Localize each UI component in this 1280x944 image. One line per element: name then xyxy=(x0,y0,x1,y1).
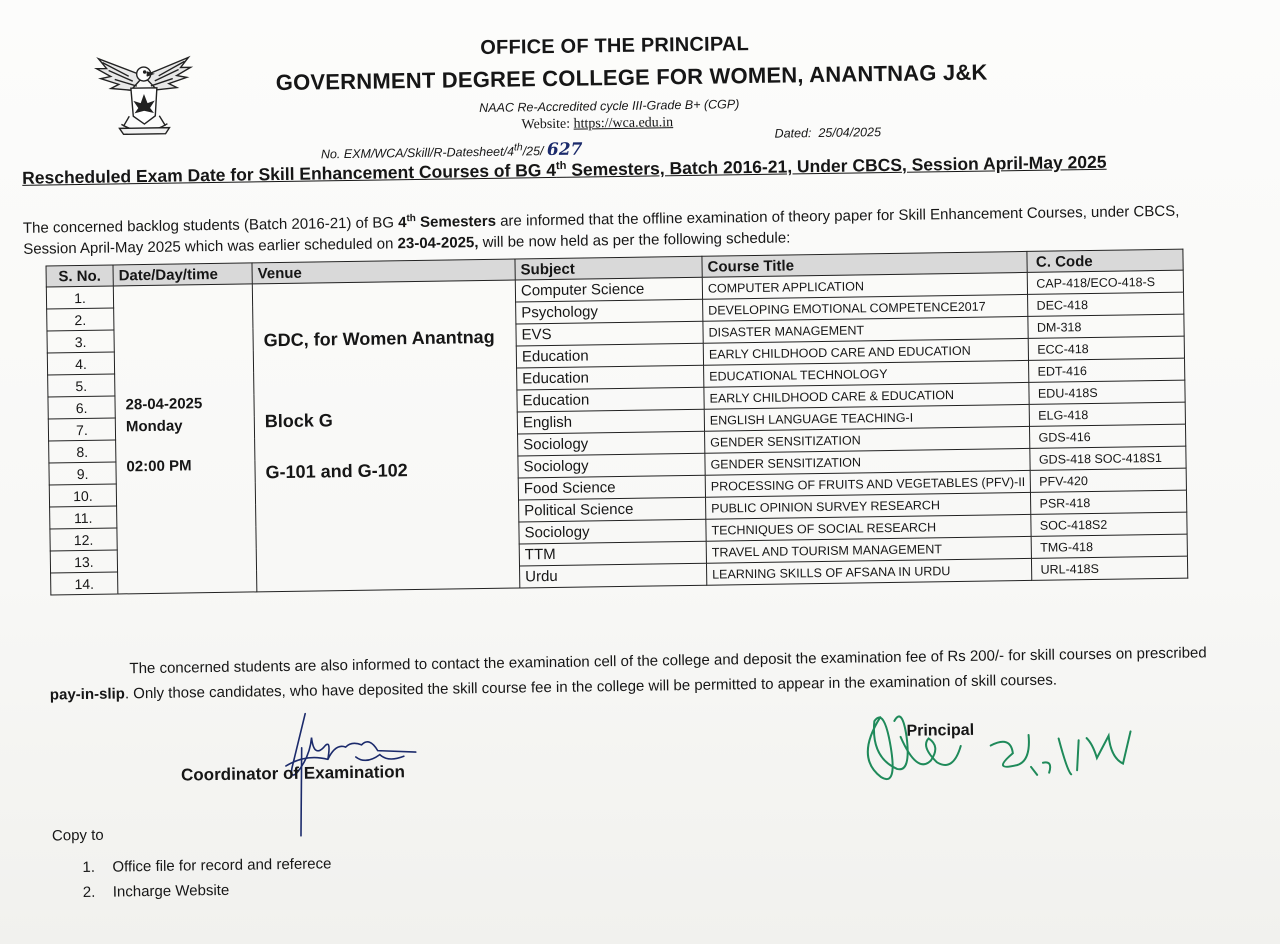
venue-name: GDC, for Women Anantnag xyxy=(263,326,495,351)
row-course-title: TRAVEL AND TOURISM MANAGEMENT xyxy=(706,536,1032,563)
row-course-code: PSR-418 xyxy=(1031,490,1187,514)
date-block xyxy=(125,393,203,478)
row-course-title: ENGLISH LANGUAGE TEACHING-I xyxy=(704,404,1030,431)
venue-rooms: G-101 and G-102 xyxy=(265,460,408,483)
row-course-title: LEARNING SKILLS OF AFSANA IN URDU xyxy=(706,558,1032,585)
row-course-title: DISASTER MANAGEMENT xyxy=(703,316,1029,343)
ref-prefix: No. EXM/WCA/Skill/R-Datesheet/4 xyxy=(320,144,515,162)
para2-part2: . Only those candidates, who have deposited the skill course fee in the college will be permitted to appear in the examination of skill courses. xyxy=(124,671,1058,703)
accreditation-text: NAAC Re-Accredited cycle III-Grade B+ (CGP) xyxy=(479,97,740,116)
ref-handwritten-number: 627 xyxy=(546,139,583,161)
row-sno: 10. xyxy=(49,484,116,507)
row-sno: 7. xyxy=(48,418,115,441)
row-subject: Education xyxy=(517,387,704,412)
row-subject: Sociology xyxy=(518,453,705,478)
intro-old-date: 23-04-2025, xyxy=(397,234,479,253)
row-subject: Education xyxy=(516,343,703,368)
coordinator-title: Coordinator of Examination xyxy=(180,762,406,785)
intro-part1: The concerned backlog students (Batch 2016-21) of BG xyxy=(22,214,399,237)
row-sno: 11. xyxy=(50,506,117,529)
row-sno: 2. xyxy=(47,308,114,331)
exam-schedule-table xyxy=(45,249,1188,596)
row-subject: Education xyxy=(517,365,704,390)
col-course-code: C. Code xyxy=(1027,249,1183,272)
date-cell xyxy=(113,284,257,594)
exam-time: 02:00 PM xyxy=(126,457,192,476)
row-course-code: GDS-416 xyxy=(1030,424,1186,448)
row-course-code: PFV-420 xyxy=(1031,468,1187,492)
letter-sheet xyxy=(10,12,1213,920)
row-sno: 1. xyxy=(46,286,113,309)
website-line xyxy=(521,115,673,133)
college-emblem-icon xyxy=(88,45,199,147)
heading-suffix: Semesters, Batch 2016-21, Under CBCS, Session April-May 2025 xyxy=(566,151,1107,180)
list-item xyxy=(83,876,332,905)
row-subject: Food Science xyxy=(518,475,705,500)
col-course-title: Course Title xyxy=(702,251,1028,277)
row-sno: 12. xyxy=(50,528,117,551)
dated-label: Dated: xyxy=(774,126,812,141)
para2-part1: The concerned students are also informed to contact the examination cell of the college and deposit the examination fee of Rs 200/- for skill courses on prescribed xyxy=(129,644,1207,678)
exam-day: Monday xyxy=(125,417,183,436)
row-sno: 6. xyxy=(48,396,115,419)
row-course-title: PROCESSING OF FRUITS AND VEGETABLES (PFV)-II xyxy=(705,470,1031,497)
row-subject: Sociology xyxy=(519,519,706,544)
row-subject: EVS xyxy=(516,321,703,346)
row-subject: Psychology xyxy=(516,299,703,324)
copy-to-label: Copy to xyxy=(51,826,104,845)
row-course-code: SOC-418S2 xyxy=(1031,512,1187,536)
row-course-code: EDT-416 xyxy=(1029,358,1185,382)
row-course-code: CAP-418/ECO-418-S xyxy=(1028,270,1184,294)
row-course-title: COMPUTER APPLICATION xyxy=(702,272,1028,299)
intro-semesters-word: Semesters xyxy=(415,212,497,231)
dated-value: 25/04/2025 xyxy=(818,125,882,141)
row-course-title: EARLY CHILDHOOD CARE & EDUCATION xyxy=(704,382,1030,409)
row-sno: 3. xyxy=(47,330,114,353)
row-subject: Urdu xyxy=(520,563,707,588)
row-sno: 4. xyxy=(47,352,114,375)
principal-signature-icon xyxy=(840,673,1172,798)
schedule-body xyxy=(46,270,1187,595)
exam-date: 28-04-2025 xyxy=(125,395,203,414)
row-course-code: EDU-418S xyxy=(1029,380,1185,404)
ref-middle: /25/ xyxy=(522,144,544,159)
row-subject: TTM xyxy=(519,541,706,566)
row-course-code: GDS-418 SOC-418S1 xyxy=(1030,446,1186,470)
website-link[interactable]: https://wca.edu.in xyxy=(573,115,674,132)
row-sno: 9. xyxy=(49,462,116,485)
row-sno: 13. xyxy=(50,550,117,573)
row-subject: English xyxy=(517,409,704,434)
col-date: Date/Day/time xyxy=(113,263,252,286)
copy-to-list xyxy=(82,851,332,905)
intro-part3: will be now held as per the following schedule: xyxy=(478,229,791,252)
heading-sup: th xyxy=(555,159,567,173)
list-item xyxy=(82,851,331,880)
col-subject: Subject xyxy=(515,256,702,280)
intro-part2: are informed that the offline examination of theory paper for Skill Enhancement Courses, under CBCS, Session April-May 2025 which was earlier scheduled on xyxy=(23,202,1180,258)
row-course-code: DM-318 xyxy=(1028,314,1184,338)
row-course-code: URL-418S xyxy=(1032,556,1188,580)
col-sno: S. No. xyxy=(46,265,113,287)
row-course-title: GENDER SENSITIZATION xyxy=(705,448,1031,475)
row-course-code: TMG-418 xyxy=(1032,534,1188,558)
row-course-title: EARLY CHILDHOOD CARE AND EDUCATION xyxy=(703,338,1029,365)
row-course-title: GENDER SENSITIZATION xyxy=(705,426,1031,453)
row-course-title: DEVELOPING EMOTIONAL COMPETENCE2017 xyxy=(703,294,1029,321)
pay-in-slip-term: pay-in-slip xyxy=(49,685,126,704)
heading-prefix: Rescheduled Exam Date for Skill Enhancement Courses of BG 4 xyxy=(22,159,557,188)
row-subject: Sociology xyxy=(518,431,705,456)
college-name: GOVERNMENT DEGREE COLLEGE FOR WOMEN, ANANTNAG J&K xyxy=(275,59,988,96)
copy-item-text: Incharge Website xyxy=(112,881,230,901)
copy-item-number: 2. xyxy=(82,883,96,902)
intro-semester-sup: th xyxy=(406,213,416,225)
row-sno: 8. xyxy=(49,440,116,463)
row-sno: 5. xyxy=(48,374,115,397)
row-course-code: ELG-418 xyxy=(1030,402,1186,426)
row-course-title: EDUCATIONAL TECHNOLOGY xyxy=(704,360,1030,387)
website-label: Website: xyxy=(521,116,571,133)
venue-block-name: Block G xyxy=(264,410,334,432)
ref-sup: th xyxy=(513,142,523,154)
copy-item-number: 1. xyxy=(82,858,96,877)
row-course-code: ECC-418 xyxy=(1029,336,1185,360)
intro-semester: 4 xyxy=(398,214,407,232)
venue-cell xyxy=(252,280,520,592)
row-course-title: TECHNIQUES OF SOCIAL RESEARCH xyxy=(706,514,1032,541)
office-title: OFFICE OF THE PRINCIPAL xyxy=(480,33,750,60)
row-subject: Computer Science xyxy=(515,277,702,302)
dated-line xyxy=(775,125,882,141)
principal-title: Principal xyxy=(906,721,975,740)
row-sno: 14. xyxy=(51,572,118,595)
col-venue: Venue xyxy=(252,259,515,284)
copy-item-text: Office file for record and referece xyxy=(112,855,332,876)
row-subject: Political Science xyxy=(519,497,706,522)
row-course-title: PUBLIC OPINION SURVEY RESEARCH xyxy=(706,492,1032,519)
row-course-code: DEC-418 xyxy=(1028,292,1184,316)
venue-block xyxy=(263,327,496,483)
